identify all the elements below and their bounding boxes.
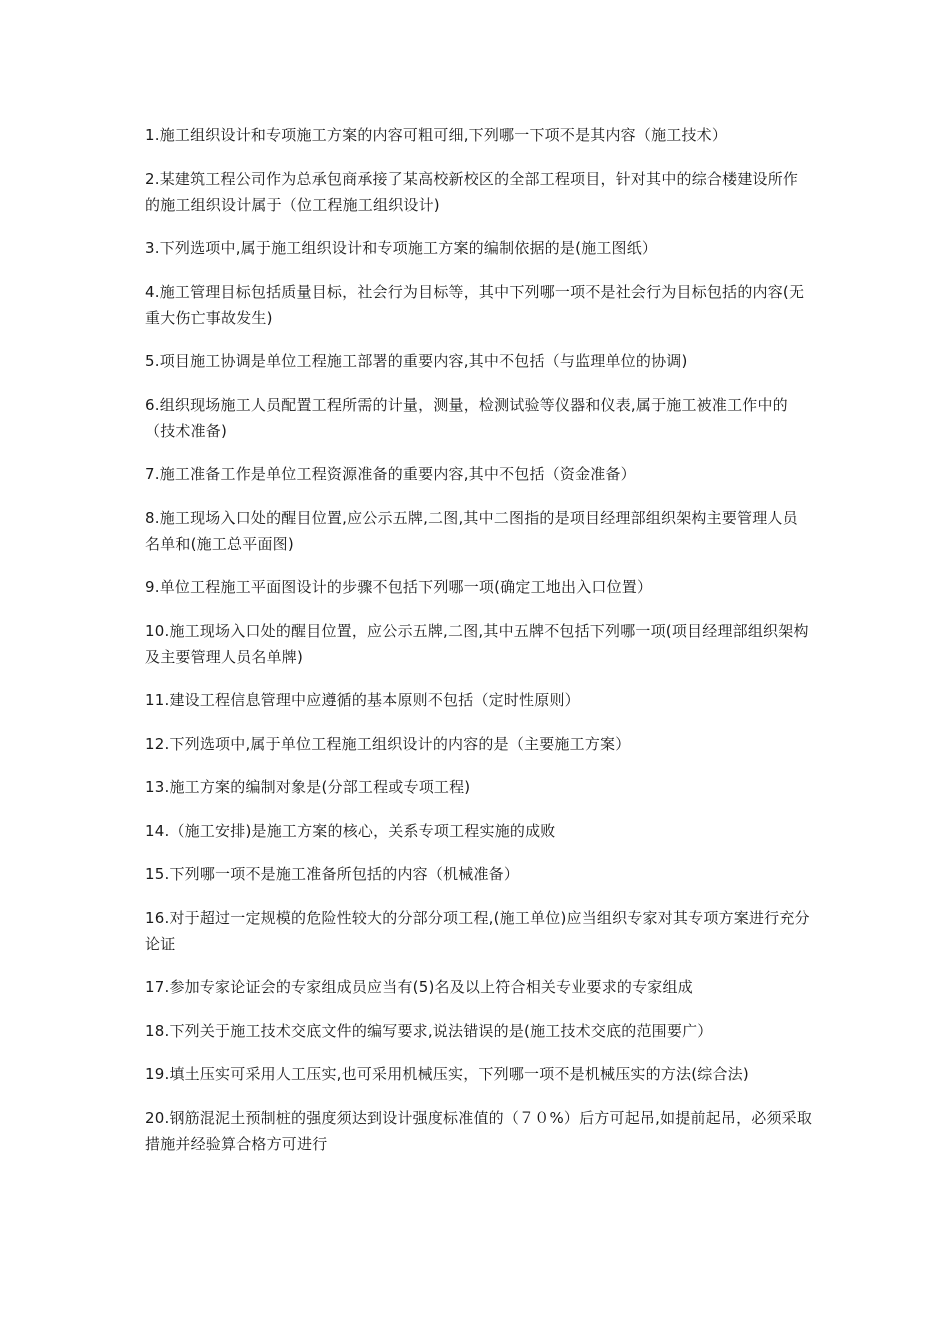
- question-item-17: 17.参加专家论证会的专家组成员应当有(5)名及以上符合相关专业要求的专家组成: [145, 978, 693, 996]
- question-item-14: 14.（施工安排)是施工方案的核心，关系专项工程实施的成败: [145, 821, 556, 840]
- question-item-3: 3.下列选项中,属于施工组织设计和专项施工方案的编制依据的是(施工图纸）: [145, 239, 658, 257]
- question-item-19: 19.填土压实可采用人工压实,也可采用机械压实，下列哪一项不是机械压实的方法(综合法): [145, 1065, 749, 1083]
- question-item-12: 12.下列选项中,属于单位工程施工组织设计的内容的是（主要施工方案）: [145, 734, 631, 753]
- question-item-18: 18.下列关于施工技术交底文件的编写要求,说法错误的是(施工技术交底的范围要广）: [145, 1021, 713, 1040]
- question-item-9: 9.单位工程施工平面图设计的步骤不包括下列哪一项(确定工地出入口位置）: [145, 578, 653, 596]
- question-item-11: 11.建设工程信息管理中应遵循的基本原则不包括（定时性原则）: [145, 691, 580, 709]
- question-item-5: 5.项目施工协调是单位工程施工部署的重要内容,其中不包括（与监理单位的协调): [145, 352, 688, 370]
- question-item-13: 13.施工方案的编制对象是(分部工程或专项工程): [145, 778, 471, 796]
- question-item-4: 4.施工管理目标包括质量目标，社会行为目标等，其中下列哪一项不是社会行为目标包括的内容(无重大伤亡事故发生): [145, 282, 805, 327]
- question-item-15: 15.下列哪一项不是施工准备所包括的内容（机械准备）: [145, 865, 520, 883]
- question-item-6: 6.组织现场施工人员配置工程所需的计量，测量，检测试验等仪器和仪表,属于施工被准工作中的（技术准备): [145, 395, 788, 440]
- question-item-1: 1.施工组织设计和专项施工方案的内容可粗可细,下列哪一下项不是其内容（施工技术）: [145, 126, 728, 144]
- question-item-10: 10.施工现场入口处的醒目位置，应公示五牌,二图,其中五牌不包括下列哪一项(项目经理部组织架构及主要管理人员名单牌): [145, 621, 809, 666]
- question-item-20: 20.钢筋混泥土预制桩的强度须达到设计强度标准值的（７０%）后方可起吊,如提前起吊，必须采取措施并经验算合格方可进行: [145, 1108, 813, 1153]
- question-list: [145, 122, 813, 1174]
- question-item-8: 8.施工现场入口处的醒目位置,应公示五牌,二图,其中二图指的是项目经理部组织架构主要管理人员名单和(施工总平面图): [145, 508, 798, 553]
- question-item-7: 7.施工准备工作是单位工程资源准备的重要内容,其中不包括（资金准备）: [145, 465, 636, 483]
- question-item-16: 16.对于超过一定规模的危险性较大的分部分项工程,(施工单位)应当组织专家对其专项方案进行充分论证: [145, 908, 810, 953]
- question-item-2: 2.某建筑工程公司作为总承包商承接了某高校新校区的全部工程项目，针对其中的综合楼建设所作的施工组织设计属于（位工程施工组织设计): [145, 169, 799, 214]
